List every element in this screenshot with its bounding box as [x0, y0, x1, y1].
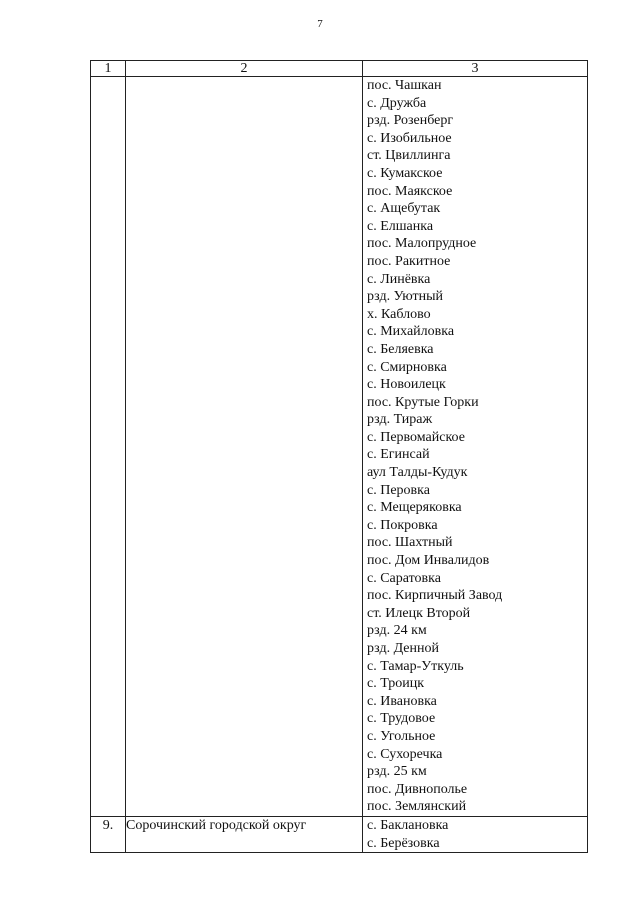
settlement-item: с. Кумакское	[367, 165, 443, 181]
settlement-item: пос. Ракитное	[367, 253, 451, 269]
settlement-item: с. Баклановка	[367, 817, 449, 833]
settlements-table	[90, 60, 588, 853]
settlement-item: с. Смирновка	[367, 359, 447, 375]
region-cell: Сорочинский городской округ	[126, 816, 363, 852]
region-cell	[126, 77, 363, 817]
settlement-item: с. Мещеряковка	[367, 500, 462, 516]
column-header-3: 3	[363, 61, 588, 77]
settlements-cell	[363, 816, 588, 852]
settlement-item: с. Покровка	[367, 517, 438, 533]
settlement-item: с. Дружба	[367, 95, 427, 111]
settlement-item: рзд. Уютный	[367, 289, 444, 305]
settlement-item: с. Берёзовка	[367, 835, 440, 851]
settlement-item: пос. Крутые Горки	[367, 394, 479, 410]
settlement-item: с. Елшанка	[367, 218, 434, 234]
settlement-item: х. Каблово	[367, 306, 431, 322]
settlement-item: рзд. 25 км	[367, 764, 427, 780]
settlement-item: с. Саратовка	[367, 570, 441, 586]
settlement-item: пос. Дивнополье	[367, 781, 468, 797]
settlement-item: с. Первомайское	[367, 429, 465, 445]
settlement-item: с. Ащебутак	[367, 201, 441, 217]
settlement-item: ст. Илецк Второй	[367, 605, 471, 621]
settlement-item: рзд. 24 км	[367, 623, 427, 639]
settlement-item: с. Беляевка	[367, 341, 434, 357]
settlement-item: с. Угольное	[367, 728, 436, 744]
settlement-item: с. Новоилецк	[367, 377, 446, 393]
settlement-item: с. Линёвка	[367, 271, 431, 287]
settlement-item: с. Троицк	[367, 676, 425, 692]
settlement-item: пос. Маякское	[367, 183, 453, 199]
settlement-item: с. Трудовое	[367, 711, 436, 727]
settlement-item: пос. Чашкан	[367, 78, 442, 93]
column-header-1: 1	[91, 61, 126, 77]
settlement-item: с. Егинсай	[367, 447, 430, 463]
page-number: 7	[317, 18, 323, 30]
settlement-item: рзд. Розенберг	[367, 113, 454, 129]
settlement-item: пос. Шахтный	[367, 535, 453, 551]
settlement-item: с. Тамар-Уткуль	[367, 658, 464, 674]
table-header-row	[91, 61, 588, 77]
settlements-cell	[363, 77, 588, 817]
settlement-item: пос. Кирпичный Завод	[367, 588, 503, 604]
settlement-item: пос. Малопрудное	[367, 236, 477, 252]
row-number-cell	[91, 77, 126, 817]
table-row-9	[91, 816, 588, 852]
settlement-item: с. Перовка	[367, 482, 430, 498]
settlement-item: рзд. Тираж	[367, 412, 433, 428]
settlement-item: пос. Землянский	[367, 799, 467, 815]
settlement-item: с. Изобильное	[367, 130, 452, 146]
settlement-item: аул Талды-Кудук	[367, 465, 468, 481]
settlement-item: рзд. Денной	[367, 641, 439, 656]
settlement-item: с. Ивановка	[367, 693, 437, 709]
table-row-continuation	[91, 77, 588, 817]
settlement-item: с. Михайловка	[367, 324, 455, 340]
settlement-item: ст. Цвиллинга	[367, 148, 451, 164]
column-header-2: 2	[126, 61, 363, 77]
settlement-item: с. Сухоречка	[367, 746, 443, 762]
row-number-cell: 9.	[91, 816, 126, 852]
settlement-item: пос. Дом Инвалидов	[367, 553, 490, 569]
